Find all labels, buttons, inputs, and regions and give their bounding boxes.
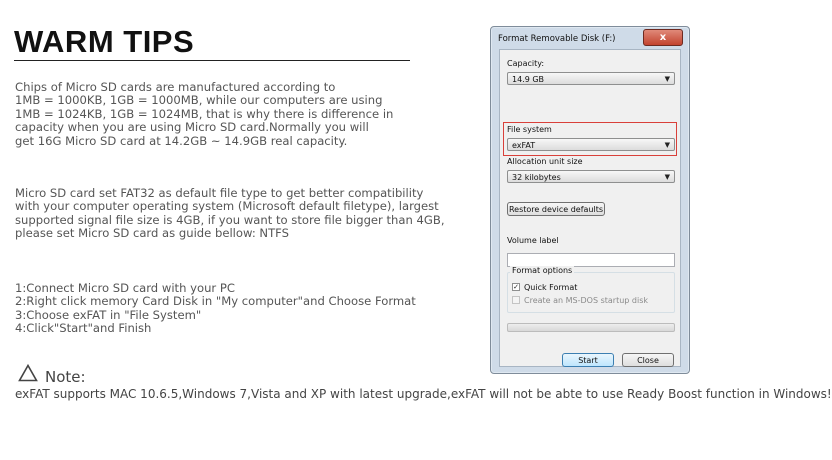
- capacity-label: Capacity:: [507, 59, 545, 68]
- close-icon[interactable]: x: [643, 29, 683, 46]
- paragraph-line: with your computer operating system (Microsoft default filetype), largest: [15, 199, 439, 214]
- dialog-body: [499, 49, 681, 367]
- quick-format-checkbox[interactable]: ✓: [513, 283, 519, 291]
- step-item: 4:Click"Start"and Finish: [15, 321, 152, 336]
- quick-format-label: Quick Format: [524, 283, 578, 292]
- volume-label-input[interactable]: [507, 253, 675, 267]
- format-dialog: [490, 26, 690, 374]
- chevron-down-icon: ▼: [664, 141, 670, 149]
- start-button[interactable]: Start: [562, 353, 614, 367]
- step-item: 3:Choose exFAT in "File System": [15, 307, 202, 322]
- dialog-title: Format Removable Disk (F:): [498, 34, 616, 44]
- warning-triangle-icon: [18, 364, 38, 382]
- fat32-paragraph: [15, 187, 445, 241]
- paragraph-line: Micro SD card set FAT32 as default file type to get better compatibility: [15, 186, 424, 200]
- format-options-label: Format options: [512, 266, 573, 275]
- step-item: 2:Right click memory Card Disk in "My computer"and Choose Format: [15, 294, 416, 309]
- note-text: exFAT supports MAC 10.6.5,Windows 7,Vista and XP with latest upgrade,exFAT will not be abte to use Ready Boost function in Windows!: [15, 387, 832, 401]
- steps-list: [15, 282, 416, 336]
- page-title: WARM TIPS: [14, 24, 195, 59]
- restore-defaults-button[interactable]: Restore device defaults: [507, 202, 605, 216]
- allocation-select[interactable]: [507, 170, 675, 183]
- capacity-value: 14.9 GB: [512, 75, 545, 84]
- paragraph-line: 1MB = 1000KB, 1GB = 1000MB, while our computers are using: [15, 93, 383, 108]
- allocation-value: 32 kilobytes: [512, 173, 561, 182]
- msdos-startup-checkbox[interactable]: [512, 296, 520, 304]
- close-button[interactable]: Close: [622, 353, 674, 367]
- note-label: Note:: [45, 368, 86, 386]
- paragraph-line: get 16G Micro SD card at 14.2GB ~ 14.9GB real capacity.: [15, 133, 348, 148]
- allocation-label: Allocation unit size: [507, 157, 583, 166]
- volume-label: Volume label: [507, 236, 559, 245]
- chevron-down-icon: ▼: [664, 75, 670, 83]
- filesystem-value: exFAT: [512, 141, 536, 150]
- filesystem-select[interactable]: [507, 138, 675, 151]
- paragraph-line: supported signal file size is 4GB, if you want to store file bigger than 4GB,: [15, 212, 445, 227]
- filesystem-label: File system: [507, 125, 552, 134]
- format-options-group: [507, 272, 675, 313]
- capacity-paragraph: [15, 81, 393, 148]
- chevron-down-icon: ▼: [664, 173, 670, 181]
- step-item: 1:Connect Micro SD card with your PC: [15, 281, 235, 295]
- title-divider: [14, 60, 410, 61]
- paragraph-line: please set Micro SD card as guide bellow: NTFS: [15, 226, 290, 241]
- paragraph-line: 1MB = 1024KB, 1GB = 1024MB, that is why there is difference in: [15, 106, 394, 121]
- paragraph-line: Chips of Micro SD cards are manufactured according to: [15, 80, 336, 94]
- paragraph-line: capacity when you are using Micro SD card.Normally you will: [15, 120, 369, 135]
- format-progress-bar: [507, 323, 675, 332]
- capacity-select[interactable]: [507, 72, 675, 85]
- msdos-startup-label: Create an MS-DOS startup disk: [524, 296, 649, 305]
